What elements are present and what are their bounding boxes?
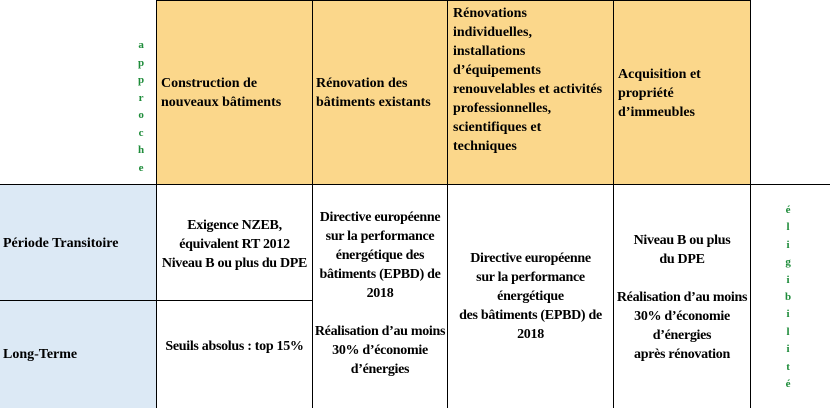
vertical-letter: c [138, 126, 144, 139]
header-renovation-label: Rénovation des bâtiments existants [316, 76, 431, 110]
vertical-letter: t [786, 360, 790, 373]
header-construction [156, 0, 313, 185]
corner-vertical-label [138, 38, 144, 178]
vertical-letter: g [785, 256, 791, 269]
vertical-letter: i [786, 343, 790, 356]
header-acquisition-label: Acquisition et propriété d’immeubles [618, 67, 701, 120]
corner-cell [0, 0, 157, 185]
vertical-letter: l [786, 325, 790, 338]
acquisition-merged [613, 184, 751, 408]
vertical-letter: p [138, 74, 145, 86]
vertical-letter: o [138, 109, 144, 121]
header-individual-label: Rénovations individuelles, installations d’équipements renouvelables et activités professionnelles, scientifiques et techniques [453, 6, 603, 154]
construction-transitional-text: Exigence NZEB, équivalent RT 2012 Niveau B ou plus du DPE [161, 218, 308, 271]
header-renovation [312, 0, 448, 185]
renovation-merged-text: Directive européenne sur la performance énergétique des bâtiments (EPBD) de 2018 Réalisation d’au moins 30% d’économie d’énergies [314, 210, 446, 377]
individual-merged-text: Directive européenne sur la performance énergétique des bâtiments (EPBD) de 2018 [459, 251, 602, 342]
vertical-letter: b [785, 290, 792, 303]
header-acquisition [613, 0, 751, 185]
row-label-longterm [0, 300, 157, 408]
vertical-letter: r [138, 91, 144, 104]
vertical-letter: é [785, 204, 791, 216]
construction-longterm [156, 300, 313, 408]
individual-merged [447, 184, 614, 408]
vertical-letter: i [786, 273, 790, 286]
vertical-letter: i [786, 238, 790, 251]
vertical-letter: p [138, 56, 145, 69]
construction-transitional [156, 184, 313, 301]
vertical-letter: i [786, 308, 790, 321]
row-label-transitional-text: Période Transitoire [3, 236, 119, 251]
vertical-letter: e [138, 161, 144, 174]
right-vertical-label [785, 203, 791, 394]
row-label-transitional [0, 184, 157, 301]
vertical-letter: é [785, 377, 791, 390]
acquisition-merged-text: Niveau B ou plus du DPE Réalisation d’au moins 30% d’économie d’énergies après rénovation [616, 233, 748, 362]
header-individual [447, 0, 614, 185]
construction-longterm-text: Seuils absolus : top 15% [165, 339, 304, 354]
renovation-merged [312, 184, 448, 408]
right-merged [750, 184, 830, 408]
vertical-letter: a [138, 39, 144, 51]
vertical-letter: l [786, 221, 790, 234]
row-label-longterm-text: Long-Terme [3, 347, 78, 362]
vertical-letter: h [138, 144, 145, 156]
header-right-empty [750, 0, 830, 185]
header-construction-label: Construction de nouveaux bâtiments [161, 76, 282, 110]
